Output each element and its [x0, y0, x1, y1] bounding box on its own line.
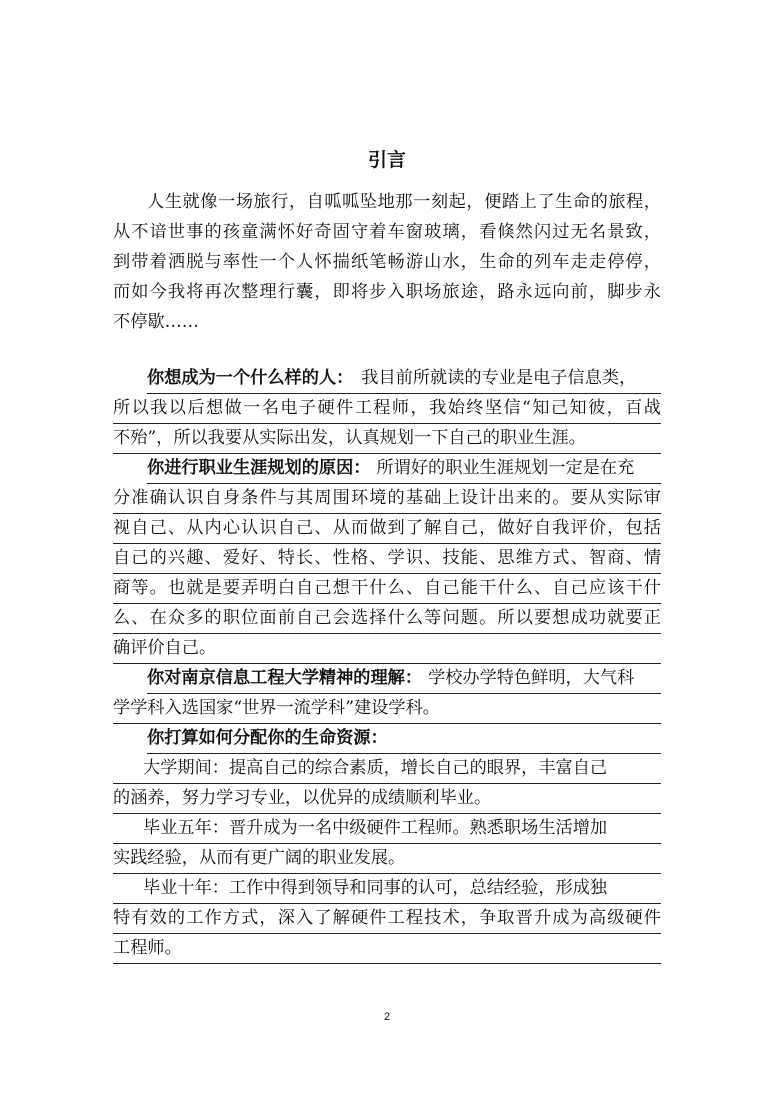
question-2-answer-line: 自己的兴趣、爱好、特长、性格、学识、技能、思维方式、智商、情 — [113, 543, 661, 574]
question-3-answer: 学校办学特色鲜明，大气科 — [428, 668, 635, 688]
plan-item-ten-years: 毕业十年：工作中得到领导和同事的认可，总结经验，形成独 — [143, 878, 608, 898]
question-2-answer-line: 么、在众多的职位面前自己会选择什么等问题。所以要想成功就要正 — [113, 603, 661, 634]
page-number: 2 — [383, 1011, 391, 1023]
question-2-answer-line: 分准确认识自身条件与其周围环境的基础上设计出来的。要从实际审 — [113, 483, 661, 514]
plan-item-line: 工程师。 — [113, 933, 661, 964]
question-3-answer-line: 学学科入选国家“世界一流学科”建设学科。 — [113, 693, 661, 724]
question-2-answer: 所谓好的职业生涯规划一定是在充 — [376, 458, 635, 478]
question-2-label: 你进行职业生涯规划的原因： — [147, 458, 371, 478]
page-title: 引言 — [367, 149, 406, 171]
question-2-line — [147, 453, 661, 484]
question-2-answer-line: 确评价自己。 — [113, 633, 661, 664]
plan-item-line: 特有效的工作方式，深入了解硬件工程技术，争取晋升成为高级硬件 — [113, 903, 661, 934]
intro-line: 而如今我将再次整理行囊，即将步入职场旅途，路永远向前，脚步永 — [113, 282, 661, 302]
question-4-label: 你打算如何分配你的生命资源： — [147, 723, 661, 754]
intro-line: 人生就像一场旅行，自呱呱坠地那一刻起，便踏上了生命的旅程， — [147, 192, 661, 212]
plan-item-line — [113, 813, 661, 844]
intro-line: 到带着洒脱与率性一个人怀揣纸笔畅游山水，生命的列车走走停停， — [113, 252, 661, 272]
intro-line: 不停歇…… — [113, 312, 199, 332]
plan-item-line: 实践经验，从而有更广阔的职业发展。 — [113, 843, 661, 874]
intro-line: 从不谙世事的孩童满怀好奇固守着车窗玻璃，看倏然闪过无名景致， — [113, 222, 661, 242]
question-1-answer-line: 不殆”，所以我要从实际出发，认真规划一下自己的职业生涯。 — [113, 423, 661, 454]
question-1-label: 你想成为一个什么样的人： — [147, 368, 354, 388]
plan-item-college: 大学期间：提高自己的综合素质，增长自己的眼界，丰富自己 — [143, 758, 608, 778]
question-3-line — [147, 663, 661, 694]
plan-item-line — [113, 753, 661, 784]
plan-item-line — [113, 873, 661, 904]
question-1-answer-line: 所以我以后想做一名电子硬件工程师，我始终坚信“知己知彼，百战 — [113, 393, 661, 424]
question-2-answer-line: 商等。也就是要弄明白自己想干什么、自己能干什么、自己应该干什 — [113, 573, 661, 604]
plan-item-five-years: 毕业五年：晋升成为一名中级硬件工程师。熟悉职场生活增加 — [143, 818, 608, 838]
question-1-answer: 我目前所就读的专业是电子信息类， — [361, 368, 637, 388]
question-1-line — [147, 363, 661, 394]
plan-item-line: 的涵养，努力学习专业，以优异的成绩顺利毕业。 — [113, 783, 661, 814]
question-2-answer-line: 视自己、从内心认识自己、从而做到了解自己，做好自我评价，包括 — [113, 513, 661, 544]
question-3-label: 你对南京信息工程大学精神的理解： — [147, 668, 423, 688]
